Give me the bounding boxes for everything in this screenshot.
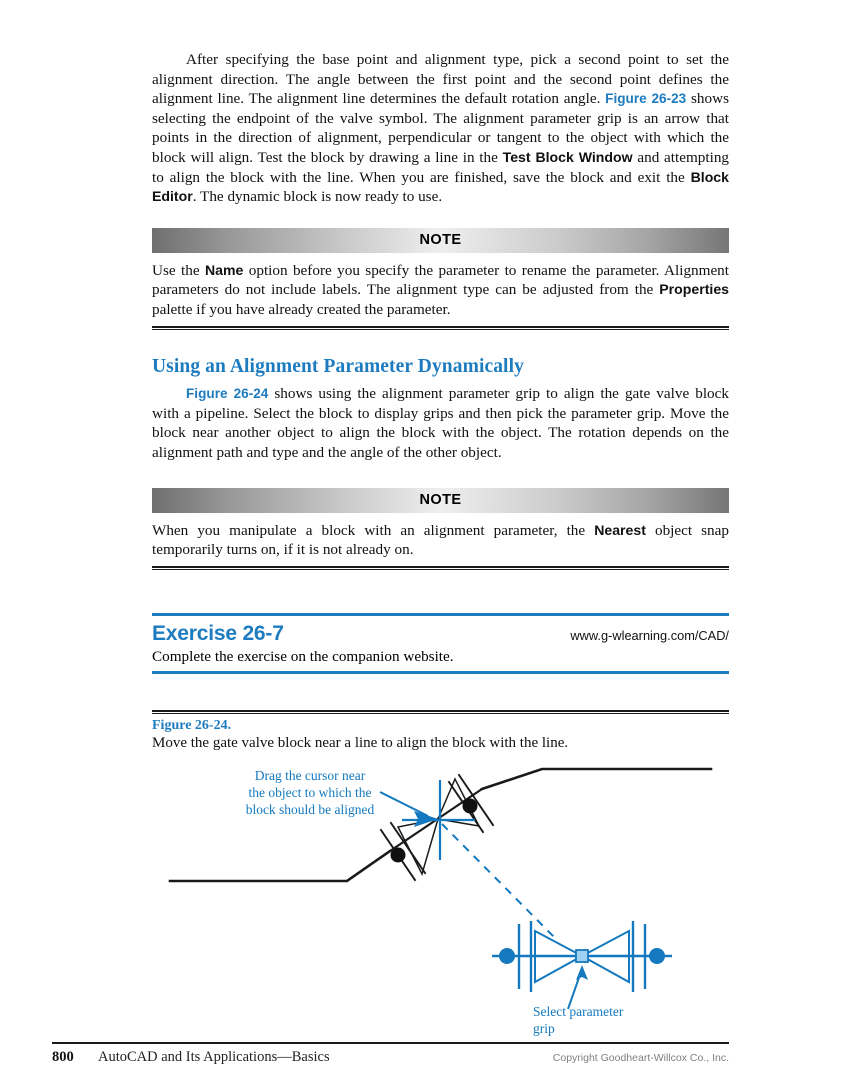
grip-dot-lower-right[interactable] xyxy=(649,948,665,964)
cursor-annotation-line-1: Drag the cursor near xyxy=(254,768,366,784)
exercise-url[interactable]: www.g-wlearning.com/CAD/ xyxy=(570,628,729,644)
intro-text-part4: . The dynamic block is now ready to use. xyxy=(192,188,443,206)
intro-text-part3: and attempting to align the block with the line. When you are finished, save the block and exit the xyxy=(152,148,730,186)
note-1-label: NOTE xyxy=(419,232,462,249)
figure-reference-26-23[interactable]: Figure 26-23 xyxy=(605,91,687,107)
dynamic-paragraph xyxy=(152,384,729,462)
alignment-dashed-leader xyxy=(442,824,556,939)
exercise-title: Exercise 26-7 xyxy=(152,622,284,646)
note-1-part3: palette if you have already created the parameter. xyxy=(152,300,451,318)
grip-annotation-line-2: grip xyxy=(533,1021,555,1037)
ui-term-test-block-window: Test Block Window xyxy=(502,148,633,165)
note-2-label: NOTE xyxy=(419,492,462,508)
ui-term-properties: Properties xyxy=(659,281,729,298)
footer-row xyxy=(52,1044,729,1066)
note-box-1 xyxy=(152,228,729,330)
note-1-part2: option before you specify the parameter to rename the parameter. Alignment parameters do not include labels. The alignment type can be adjusted from the xyxy=(152,261,729,299)
ui-term-block-editor: Block Editor xyxy=(152,168,729,205)
grip-dot-lower-left[interactable] xyxy=(499,948,515,964)
note-2-part1: When you manipulate a block with an alignment parameter, the xyxy=(152,521,595,539)
grip-annotation-leader xyxy=(568,965,588,1009)
cursor-annotation xyxy=(246,768,375,817)
grip-dot-upper-right[interactable] xyxy=(463,799,478,814)
note-2-header-bar xyxy=(152,488,729,513)
exercise-header xyxy=(152,616,729,646)
note-2-part2: object snap temporarily turns on, if it is not already on. xyxy=(152,521,729,559)
pipeline-left-segment xyxy=(170,851,390,881)
figure-block xyxy=(152,710,729,1091)
footer-left-group xyxy=(52,1049,330,1066)
intro-paragraph xyxy=(152,50,729,207)
intro-text-part2: shows selecting the endpoint of the valve symbol. The alignment parameter grip is an arrow that points in the direction of alignment, perpendicular or tangent to the object with which the block will align. Test the block by drawing a line in the xyxy=(152,90,729,166)
pipeline-right-segment xyxy=(482,769,711,789)
parameter-grip-square[interactable] xyxy=(576,950,588,962)
note-1-part1: Use the xyxy=(152,261,205,279)
note-1-body xyxy=(152,253,729,326)
grip-leader-arrowhead xyxy=(576,965,588,980)
note-box-2 xyxy=(152,488,729,571)
figure-artwork xyxy=(152,756,729,1091)
ui-term-nearest: Nearest xyxy=(594,521,646,538)
note-2-text xyxy=(152,521,729,560)
figure-number: Figure 26-24. xyxy=(152,718,232,734)
note-2-body xyxy=(152,513,729,566)
cursor-leader-line xyxy=(380,792,428,816)
page-number: 800 xyxy=(52,1048,74,1065)
copyright-notice: Copyright Goodheart-Willcox Co., Inc. xyxy=(552,1051,729,1064)
figure-reference-26-24[interactable]: Figure 26-24 xyxy=(186,386,269,402)
crosshair-cursor[interactable] xyxy=(402,780,475,860)
exercise-block xyxy=(152,613,729,674)
cursor-annotation-leader xyxy=(380,792,428,816)
cursor-annotation-line-2: the object to which the xyxy=(248,785,372,801)
grip-annotation xyxy=(533,1004,624,1036)
upper-valve-triangle-left xyxy=(398,819,438,874)
section-heading: Using an Alignment Parameter Dynamically xyxy=(152,356,524,378)
note-1-text xyxy=(152,261,729,320)
exercise-description: Complete the exercise on the companion website. xyxy=(152,648,454,666)
content-column xyxy=(152,0,729,1091)
upper-valve-block xyxy=(381,775,493,880)
page-footer xyxy=(52,1042,729,1066)
grip-dot-upper-left[interactable] xyxy=(391,848,406,863)
figure-caption: Move the gate valve block near a line to align the block with the line. xyxy=(152,735,569,752)
grip-annotation-line-1: Select parameter xyxy=(533,1004,624,1020)
note-1-header-bar xyxy=(152,228,729,253)
alignment-diagram-svg xyxy=(152,756,729,1086)
ui-term-name: Name xyxy=(204,261,244,278)
intro-text-part1: After specifying the base point and alignment type, pick a second point to set the alignment direction. The angle between the first point and the second point defines the alignment line. The alignment line determines the default rotation angle. xyxy=(152,51,729,108)
cursor-annotation-line-3: block should be aligned xyxy=(245,802,375,818)
book-title: AutoCAD and Its Applications—Basics xyxy=(98,1048,330,1065)
dynamic-text-part1: shows using the alignment parameter grip to align the gate valve block with a pipeline. Select the block to display grips and then pick the parameter grip. Move the block near another object to align the block with the object. The rotation depends on the alignment path and type and the angle of the other object. xyxy=(152,385,729,461)
